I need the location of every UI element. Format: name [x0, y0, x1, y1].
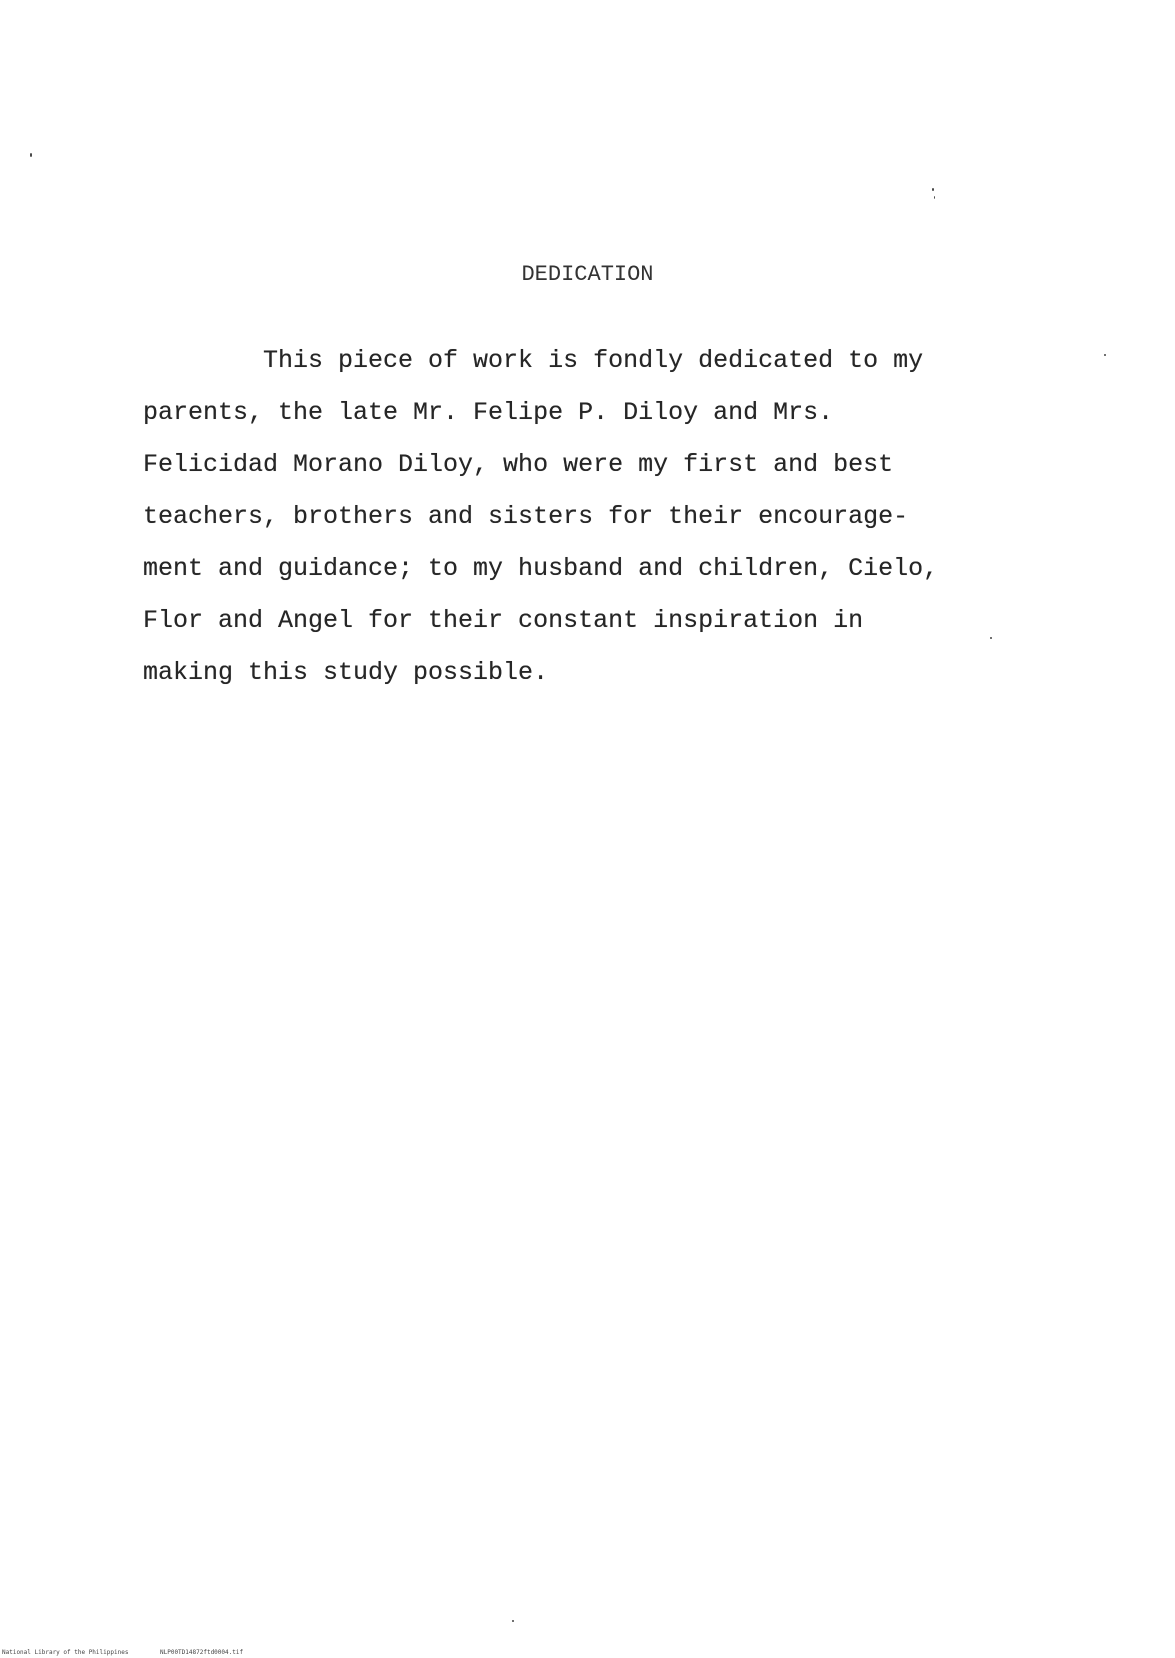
text-line: This piece of work is fondly dedicated to my	[143, 346, 924, 375]
text-line: Felicidad Morano Diloy, who were my first and best	[143, 450, 894, 479]
scan-speck	[934, 196, 935, 199]
text-line: Flor and Angel for their constant inspiration in	[143, 606, 864, 635]
dedication-text	[143, 335, 1043, 699]
scan-speck	[932, 188, 934, 191]
footer-library: National Library of the Philippines	[2, 1649, 129, 1656]
text-line: making this study possible.	[143, 658, 549, 687]
text-line: teachers, brothers and sisters for their encourage-	[143, 502, 909, 531]
text-line: parents, the late Mr. Felipe P. Diloy and Mrs.	[143, 398, 834, 427]
footer-file: NLP00TD14872ftd0004.tif	[160, 1649, 244, 1656]
scan-speck	[512, 1620, 514, 1622]
text-line: ment and guidance; to my husband and children, Cielo,	[143, 554, 939, 583]
scan-speck	[30, 153, 32, 157]
page-title: DEDICATION	[521, 262, 654, 287]
scan-speck	[1104, 354, 1106, 356]
